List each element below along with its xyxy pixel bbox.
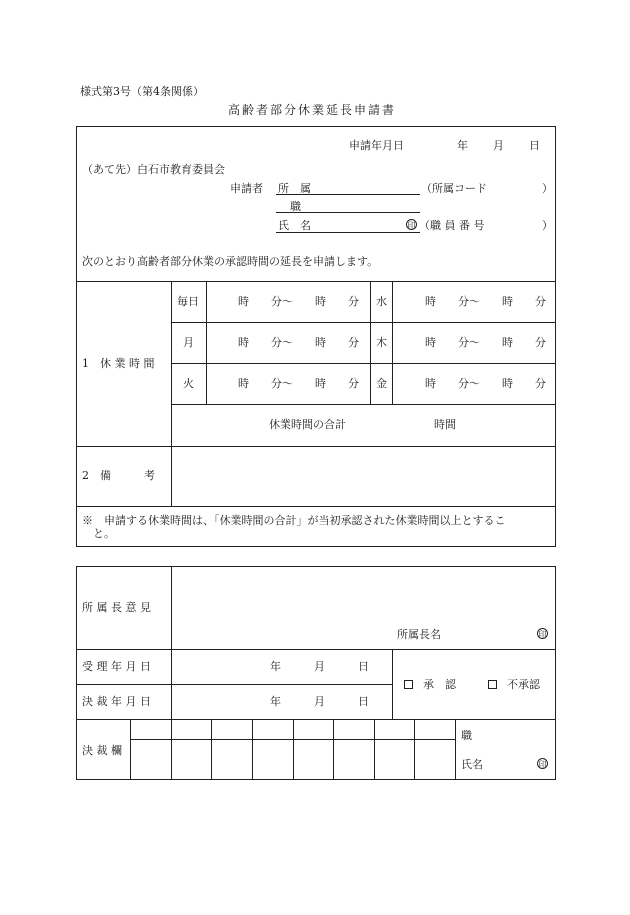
day-column-line-left (206, 281, 207, 404)
dept-label: 所 属 (278, 182, 311, 195)
staff-no-close: ） (542, 219, 553, 232)
decided-divider (76, 719, 556, 720)
page-title: 高齢者部分休業延長申請書 (228, 103, 397, 117)
name-underline[interactable] (276, 232, 420, 233)
stamp-grid-line (130, 719, 131, 780)
reject-checkbox[interactable] (488, 680, 497, 689)
hours-row-line-2 (171, 363, 556, 364)
received-divider (76, 684, 392, 685)
opinion-divider (76, 649, 556, 650)
day-label: 金 (376, 377, 387, 390)
day-label: 木 (376, 336, 387, 349)
stamp-grid-line (455, 719, 456, 780)
received-date-label: 受 理 年 月 日 (82, 660, 151, 673)
hours-row-line-3 (171, 404, 556, 405)
addressee: （あて先）白石市教育委員会 (82, 163, 225, 176)
decision-column-label: 決 裁 欄 (82, 744, 122, 757)
request-text: 次のとおり高齢者部分休業の承認時間の延長を申請します。 (82, 255, 379, 268)
received-date-value[interactable]: 年 月 日 (270, 660, 369, 673)
dept-code-close: ） (542, 182, 553, 195)
day-label: 水 (376, 295, 387, 308)
hours-range[interactable]: 時 分〜 時 分 (425, 295, 546, 308)
reject-label: 不承認 (507, 678, 540, 691)
hours-row-line-1 (171, 322, 556, 323)
day-label: 火 (183, 377, 194, 390)
stamp-grid-line (211, 719, 212, 780)
date-label: 申請年月日 (349, 139, 404, 152)
approve-label: 承 認 (423, 678, 456, 691)
form-number: 様式第3号（第4条関係） (80, 85, 204, 98)
title-label: 職 (290, 200, 301, 213)
decided-date-value[interactable]: 年 月 日 (270, 695, 369, 708)
day-column-line-right (392, 281, 393, 404)
label-column-line (171, 281, 172, 506)
hours-range[interactable]: 時 分〜 時 分 (425, 336, 546, 349)
month-label: 月 (493, 139, 504, 152)
approval-label-column-line (171, 566, 172, 780)
stamp-grid-line (252, 719, 253, 780)
note-line-2: と。 (93, 527, 115, 540)
hours-section-label: 1 休 業 時 間 (82, 357, 155, 370)
applicant-label: 申請者 (230, 182, 263, 195)
day-label: 日 (529, 139, 540, 152)
remarks-divider (76, 506, 556, 507)
approval-status-column-line (392, 649, 393, 719)
hours-range[interactable]: 時 分〜 時 分 (238, 377, 359, 390)
decider-name-label: 氏名 (461, 758, 483, 771)
stamp-grid-line (414, 719, 415, 780)
stamp-grid-line (374, 719, 375, 780)
total-hours-unit[interactable]: 時間 (434, 418, 456, 431)
total-hours-label: 休業時間の合計 (269, 418, 346, 431)
title-underline[interactable] (276, 212, 420, 213)
approval-table (76, 566, 556, 780)
hours-range[interactable]: 時 分〜 時 分 (425, 377, 546, 390)
middle-column-line (370, 281, 371, 404)
remarks-label: 2 備 考 (82, 469, 155, 482)
stamp-grid-line (333, 719, 334, 780)
supervisor-opinion-label: 所 属 長 意 見 (82, 601, 151, 614)
dept-code-label: （所属コード (421, 182, 487, 195)
header-divider (76, 281, 556, 282)
hours-section-divider (76, 446, 556, 447)
supervisor-seal-icon: 印 (538, 630, 547, 639)
staff-no-label: （職 員 番 号 (419, 219, 485, 232)
day-label: 月 (183, 336, 194, 349)
hours-range[interactable]: 時 分〜 時 分 (238, 295, 359, 308)
name-label: 氏 名 (278, 219, 311, 232)
decider-seal-icon: 印 (538, 760, 547, 769)
dept-underline[interactable] (276, 194, 420, 195)
day-label: 毎日 (177, 295, 199, 308)
approve-checkbox[interactable] (404, 680, 413, 689)
supervisor-name-label: 所属長名 (397, 628, 441, 641)
note-line-1: ※ 申請する休業時間は、「休業時間の合計」が当初承認された休業時間以上とするこ (82, 514, 506, 527)
year-label: 年 (457, 139, 468, 152)
stamp-grid-line (293, 719, 294, 780)
hours-range[interactable]: 時 分〜 時 分 (238, 336, 359, 349)
decided-date-label: 決 裁 年 月 日 (82, 695, 151, 708)
position-label: 職 (461, 729, 472, 742)
applicant-seal-icon: 印 (407, 221, 416, 230)
